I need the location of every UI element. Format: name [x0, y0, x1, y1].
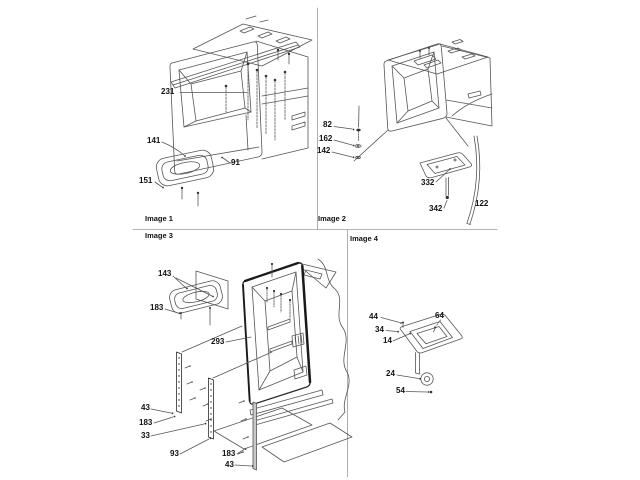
callout-33: 33 — [141, 431, 150, 440]
image2-title: Image 2 — [318, 214, 346, 223]
callout-122: 122 — [475, 199, 489, 208]
image1-title: Image 1 — [145, 214, 173, 223]
callout-43-b: 43 — [225, 460, 234, 469]
image4-leader-lines — [381, 318, 429, 393]
drain-tube — [467, 136, 480, 225]
image4-title: Image 4 — [350, 234, 378, 243]
drain-tray — [155, 148, 216, 206]
image2-drawing — [332, 40, 492, 225]
image3-leader-lines — [151, 276, 253, 467]
freezer-shell — [354, 40, 492, 162]
callout-183-a: 183 — [150, 303, 164, 312]
image3-title: Image 3 — [145, 231, 173, 240]
image1-drawing — [155, 16, 312, 206]
callout-183-c: 183 — [222, 449, 236, 458]
callout-24: 24 — [386, 369, 395, 378]
callout-142: 142 — [317, 146, 331, 155]
cabinet-shell — [170, 16, 312, 174]
panel-dividers — [133, 8, 497, 477]
callout-293: 293 — [211, 337, 225, 346]
image3-drawing — [151, 259, 352, 470]
callout-44: 44 — [369, 312, 378, 321]
callout-91: 91 — [231, 158, 240, 167]
callout-143: 143 — [158, 269, 172, 278]
callout-151: 151 — [139, 176, 153, 185]
roller-bracket — [400, 311, 462, 393]
callout-342: 342 — [429, 204, 443, 213]
callout-332: 332 — [421, 178, 435, 187]
cabinet-rear-shell — [182, 259, 352, 462]
rail-fastener-marks — [185, 365, 249, 454]
callout-183-b: 183 — [139, 418, 153, 427]
callout-43-a: 43 — [141, 403, 150, 412]
callout-82: 82 — [323, 120, 332, 129]
callout-64: 64 — [435, 311, 444, 320]
callout-54: 54 — [396, 386, 405, 395]
callout-162: 162 — [319, 134, 333, 143]
callout-14: 14 — [383, 336, 392, 345]
callout-93: 93 — [170, 449, 179, 458]
image2-leader-lines — [332, 127, 451, 209]
ladder-rails — [177, 352, 257, 470]
image4-drawing — [381, 311, 462, 393]
callout-141: 141 — [147, 136, 161, 145]
bottom-bracket — [420, 153, 472, 199]
mounting-screws — [225, 49, 290, 140]
callout-231: 231 — [161, 87, 175, 96]
fastener-stack — [355, 129, 361, 159]
callout-34: 34 — [375, 325, 384, 334]
